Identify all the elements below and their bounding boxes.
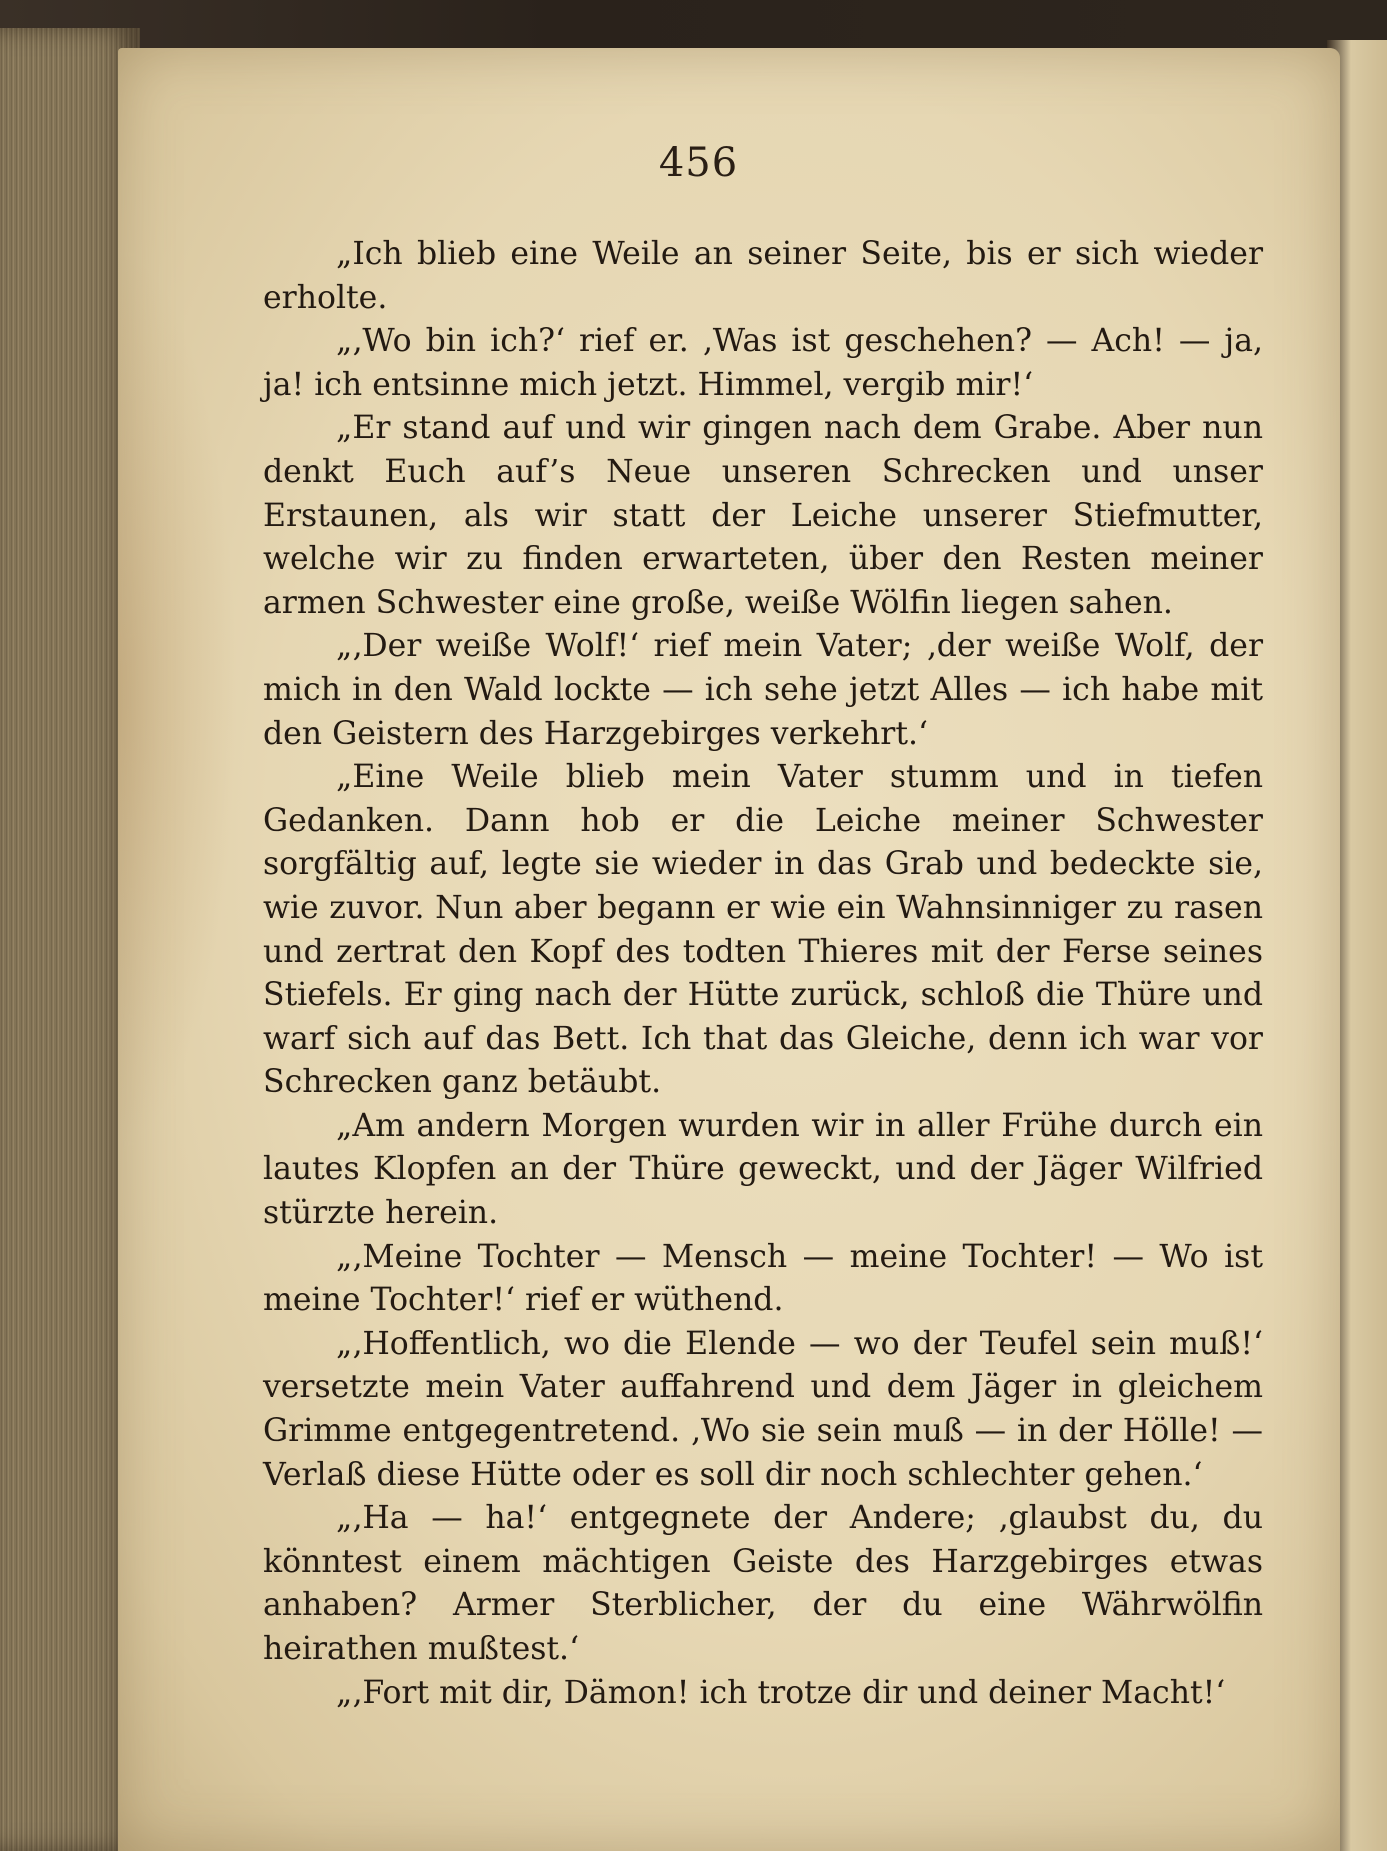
- paragraph: „Eine Weile blieb mein Vater stumm und in tiefen Gedanken. Dann hob er die Leiche meiner Schwester sorgfältig auf, legte sie wieder in das Grab und bedeckte sie, wie zuvor. Nun aber begann er wie ein Wahnsinniger zu rasen und zertrat den Kopf des todten Thieres mit der Ferse seines Stiefels. Er ging nach der Hütte zurück, schloß die Thüre und warf sich auf das Bett. Ich that das Gleiche, denn ich war vor Schrecken ganz betäubt.: [263, 759, 1263, 1101]
- page-number: 456: [658, 140, 739, 186]
- paragraph: „‚Meine Tochter — Mensch — meine Tochter! — Wo ist meine Tochter!‘ rief er wüthend.: [263, 1238, 1263, 1319]
- paragraph: „‚Ha — ha!‘ entgegnete der Andere; ‚glaubst du, du könntest einem mächtigen Geiste des Harzgebirges etwas anhaben? Armer Sterblicher, der du eine Währwölfin heirathen mußtest.‘: [263, 1500, 1263, 1667]
- paragraph: „Ich blieb eine Weile an seiner Seite, bis er sich wieder erholte.: [263, 236, 1263, 316]
- page-text: [263, 233, 1263, 1715]
- water-stain: [118, 248, 238, 1148]
- paragraph: „‚Hoffentlich, wo die Elende — wo der Teufel sein muß!‘ versetzte mein Vater auffahrend und dem Jäger in gleichem Grimme entgegentretend. ‚Wo sie sein muß — in der Hölle! — Verlaß diese Hütte oder es soll dir noch schlechter gehen.‘: [263, 1325, 1263, 1493]
- paragraph: „Am andern Morgen wurden wir in aller Frühe durch ein lautes Klopfen an der Thüre geweckt, und der Jäger Wilfried stürzte herein.: [263, 1107, 1263, 1232]
- paragraph: „Er stand auf und wir gingen nach dem Grabe. Aber nun denkt Euch auf’s Neue unseren Schrecken und unser Erstaunen, als wir statt der Leiche unserer Stiefmutter, welche wir zu finden erwarteten, über den Resten meiner armen Schwester eine große, weiße Wölfin liegen sahen.: [263, 410, 1263, 621]
- paragraph: „‚Wo bin ich?‘ rief er. ‚Was ist geschehen? — Ach! — ja, ja! ich entsinne mich jetzt. Himmel, vergib mir!‘: [263, 323, 1263, 403]
- paragraph: „‚Fort mit dir, Dämon! ich trotze dir und deiner Macht!‘: [336, 1674, 1226, 1711]
- paragraph: „‚Der weiße Wolf!‘ rief mein Vater; ‚der weiße Wolf, der mich in den Wald lockte — ich sehe jetzt Alles — ich habe mit den Geistern des Harzgebirges verkehrt.‘: [263, 628, 1263, 752]
